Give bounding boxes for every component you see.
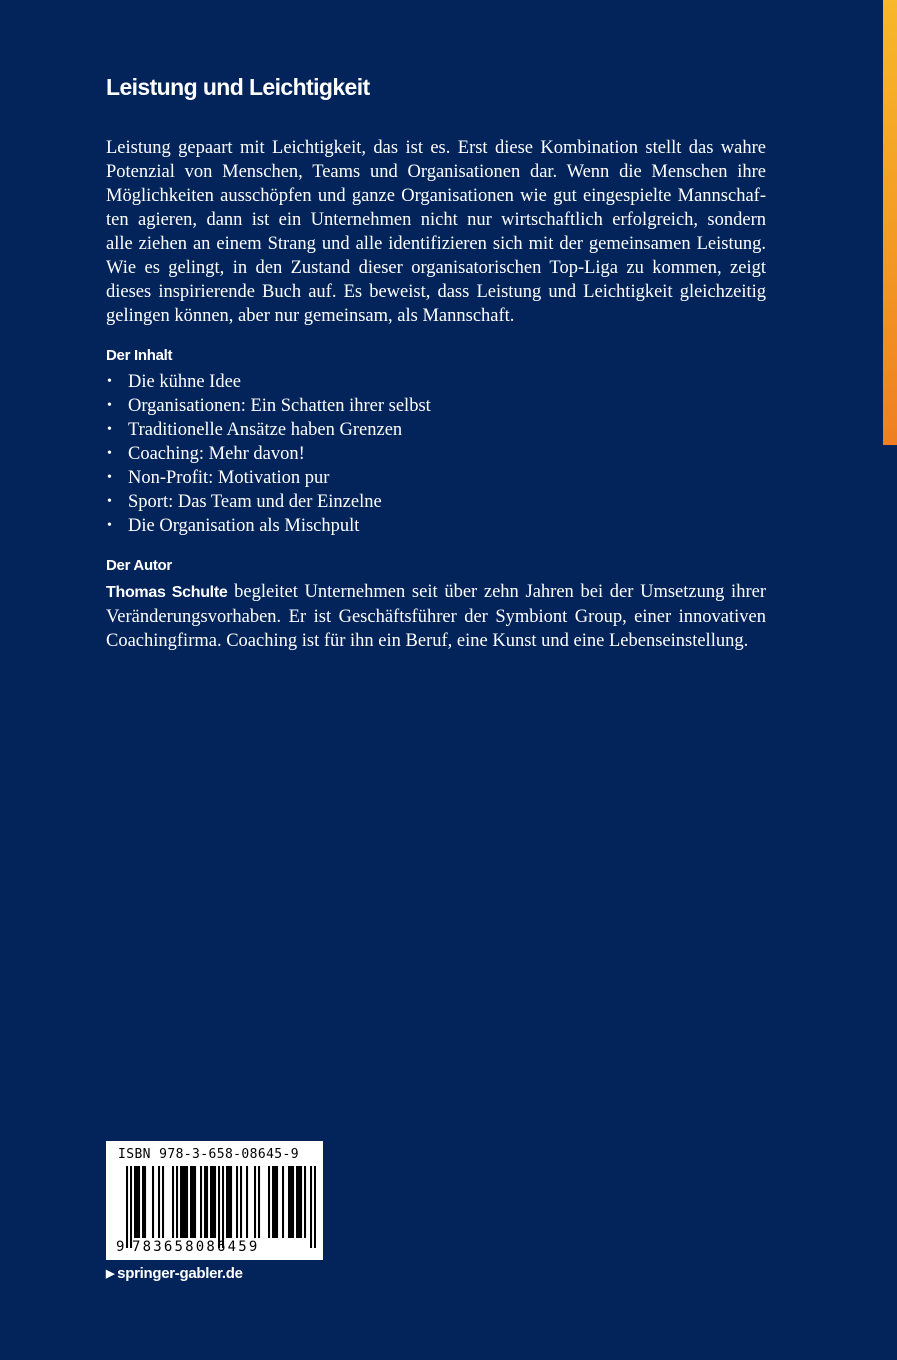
barcode-bar	[296, 1166, 298, 1238]
play-arrow-icon: ▶	[106, 1268, 115, 1280]
barcode-bar	[212, 1166, 214, 1238]
bullet-icon: •	[107, 470, 112, 485]
barcode-bar	[274, 1166, 276, 1238]
barcode-bar	[290, 1166, 292, 1238]
contents-list	[106, 370, 766, 538]
blurb-line: ten agieren, dann ist ein Unternehmen nicht nur wirtschaftlich erfolgreich, sondern	[106, 210, 766, 230]
barcode-bar	[138, 1166, 140, 1238]
isbn-label: ISBN 978-3-658-08645-9	[118, 1147, 299, 1162]
barcode-bar	[314, 1166, 316, 1248]
barcode-bar	[130, 1166, 132, 1248]
author-bio-line: Veränderungsvorhaben. Er ist Geschäftsführer der Symbiont Group, einer innovativen	[106, 607, 766, 627]
isbn-barcode	[106, 1141, 323, 1260]
contents-heading: Der Inhalt	[106, 347, 173, 364]
barcode-bars	[126, 1166, 316, 1248]
barcode-bar	[136, 1166, 138, 1238]
barcode-bar	[180, 1166, 182, 1238]
website-label: springer-gabler.de	[117, 1265, 243, 1282]
barcode-bar	[288, 1166, 290, 1238]
barcode-bar	[310, 1166, 312, 1248]
list-item-label: Die kühne Idee	[128, 372, 242, 392]
list-item	[106, 514, 766, 538]
barcode-bar	[176, 1166, 178, 1238]
barcode-bar	[258, 1166, 260, 1238]
list-item-label: Non-Profit: Motivation pur	[128, 468, 330, 488]
barcode-bar	[182, 1166, 184, 1238]
list-item	[106, 466, 766, 490]
list-item	[106, 418, 766, 442]
list-item	[106, 394, 766, 418]
barcode-bar	[206, 1166, 208, 1238]
author-bio-line: Coachingfirma. Coaching ist für ihn ein Beruf, eine Kunst und eine Lebenseinstellung.	[106, 631, 749, 651]
barcode-bar	[194, 1166, 196, 1238]
barcode-bar	[272, 1166, 274, 1238]
list-item-label: Organisationen: Ein Schatten ihrer selbst	[128, 396, 431, 416]
bullet-icon: •	[107, 374, 112, 389]
barcode-bar	[184, 1166, 186, 1238]
publisher-website[interactable]	[106, 1265, 243, 1282]
list-item-label: Die Organisation als Mischpult	[128, 516, 360, 536]
author-bio	[106, 580, 766, 653]
ean-first-digit: 9	[116, 1239, 125, 1255]
barcode-bar	[126, 1166, 128, 1248]
barcode-bar	[300, 1166, 302, 1238]
barcode-bar	[236, 1166, 238, 1238]
author-bio-line	[106, 580, 766, 605]
barcode-bar	[204, 1166, 206, 1238]
barcode-bar	[268, 1166, 270, 1238]
back-cover-text	[106, 72, 766, 653]
barcode-bar	[230, 1166, 232, 1238]
barcode-bar	[292, 1166, 294, 1238]
barcode-bar	[282, 1166, 284, 1238]
bullet-icon: •	[107, 398, 112, 413]
barcode-bar	[218, 1166, 220, 1248]
bullet-icon: •	[107, 518, 112, 533]
barcode-bar	[214, 1166, 216, 1238]
barcode-bar	[226, 1166, 228, 1238]
author-name: Thomas Schulte	[106, 584, 228, 601]
book-title: Leistung und Leichtigkeit	[106, 74, 370, 100]
author-bio-text: begleitet Unternehmen seit über zehn Jahren bei der Umsetzung ihrer	[234, 582, 766, 602]
barcode-bar	[210, 1166, 212, 1238]
author-heading: Der Autor	[106, 557, 172, 574]
barcode-bar	[134, 1166, 136, 1238]
blurb-line: dieses inspirierende Buch auf. Es beweist, dass Leistung und Leichtigkeit gleichzeitig	[106, 282, 766, 302]
barcode-bar	[144, 1166, 146, 1238]
blurb-line: Leistung gepaart mit Leichtigkeit, das ist es. Erst diese Kombination stellt das wahre	[106, 138, 766, 158]
barcode-bar	[158, 1166, 160, 1238]
barcode-bar	[200, 1166, 202, 1238]
blurb-paragraph	[106, 136, 766, 328]
barcode-bar	[276, 1166, 278, 1238]
blurb-line: Potenzial von Menschen, Teams und Organisationen dar. Wenn die Menschen ihre	[106, 162, 766, 182]
barcode-bar	[228, 1166, 230, 1238]
list-item	[106, 370, 766, 394]
bullet-icon: •	[107, 446, 112, 461]
barcode-bar	[240, 1166, 242, 1238]
barcode-bar	[162, 1166, 164, 1238]
barcode-bar	[298, 1166, 300, 1238]
list-item-label: Traditionelle Ansätze haben Grenzen	[128, 420, 403, 440]
barcode-bar	[190, 1166, 192, 1238]
barcode-bar	[246, 1166, 248, 1238]
list-item-label: Sport: Das Team und der Einzelne	[128, 492, 382, 512]
barcode-bar	[186, 1166, 188, 1238]
barcode-bar	[152, 1166, 154, 1238]
bullet-icon: •	[107, 422, 112, 437]
blurb-line: Möglichkeiten ausschöpfen und ganze Organisationen wie gut eingespielte Mannschaf-	[106, 186, 766, 206]
barcode-bar	[222, 1166, 224, 1248]
barcode-bar	[142, 1166, 144, 1238]
blurb-line: Wie es gelingt, in den Zustand dieser organisatorischen Top-Liga zu kommen, zeigt	[106, 258, 766, 278]
ean-digits: 783658086459	[132, 1239, 260, 1255]
bullet-icon: •	[107, 494, 112, 509]
barcode-bar	[254, 1166, 256, 1238]
list-item	[106, 442, 766, 466]
accent-bar	[883, 0, 897, 445]
list-item	[106, 490, 766, 514]
list-item-label: Coaching: Mehr davon!	[128, 444, 305, 464]
barcode-bar	[192, 1166, 194, 1238]
barcode-bar	[172, 1166, 174, 1238]
barcode-bar	[304, 1166, 306, 1238]
blurb-line: gelingen können, aber nur gemeinsam, als Mannschaft.	[106, 306, 515, 326]
blurb-line: alle ziehen an einem Strang und alle identifizieren sich mit der gemeinsamen Leistung.	[106, 234, 766, 254]
